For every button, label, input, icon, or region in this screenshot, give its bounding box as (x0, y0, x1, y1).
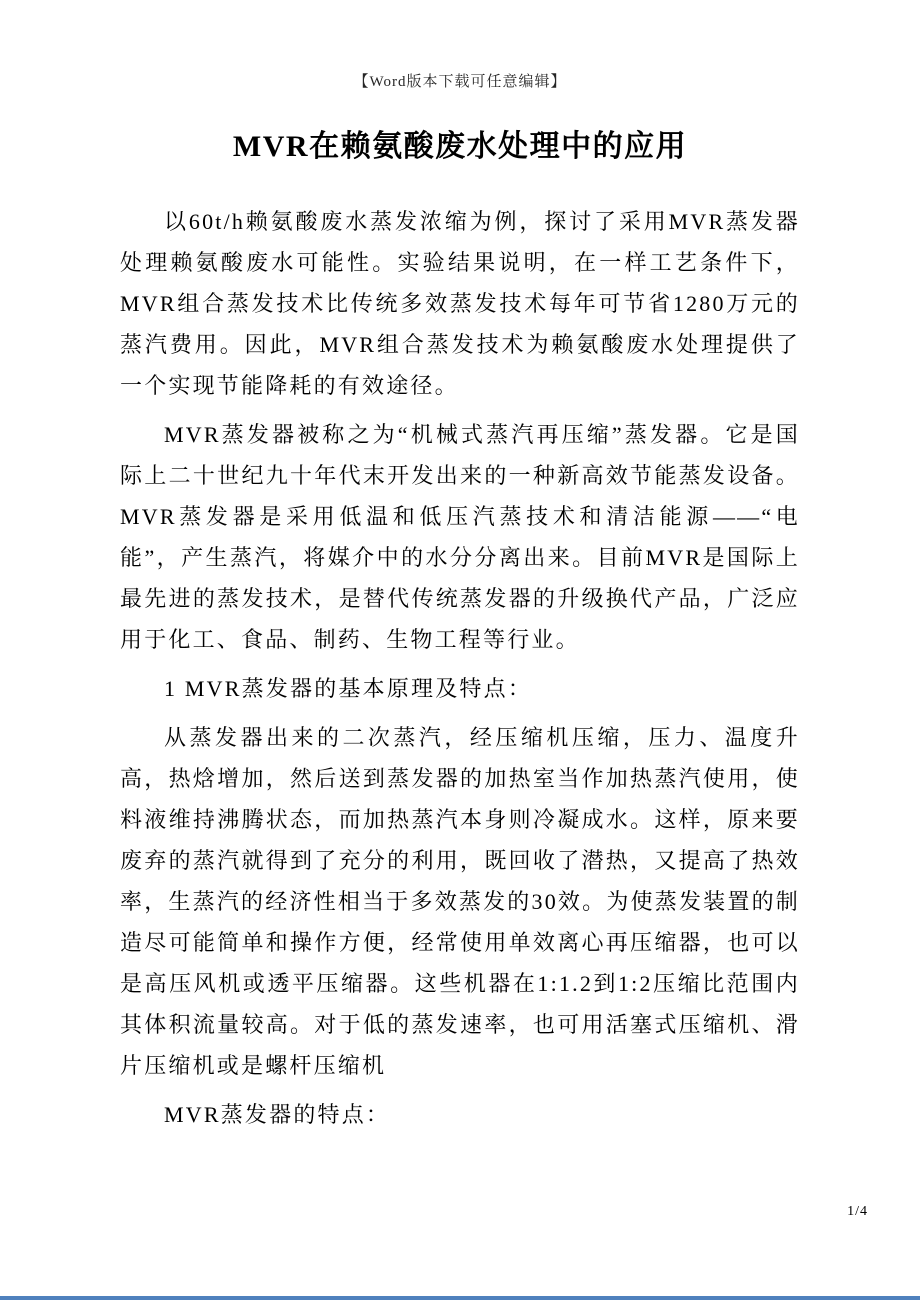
paragraph-principle: 从蒸发器出来的二次蒸汽，经压缩机压缩，压力、温度升高，热焓增加，然后送到蒸发器的加热室当作加热蒸汽使用，使料液维持沸腾状态，而加热蒸汽本身则冷凝成水。这样，原来要废弃的蒸汽就得到了充分的利用，既回收了潜热，又提高了热效率，生蒸汽的经济性相当于多效蒸发的30效。为使蒸发装置的制造尽可能简单和操作方便，经常使用单效离心再压缩器，也可以是高压风机或透平压缩器。这些机器在1:1.2到1:2压缩比范围内其体积流量较高。对于低的蒸发速率，也可用活塞式压缩机、滑片压缩机或是螺杆压缩机 (120, 725, 800, 1078)
document-title: MVR在赖氨酸废水处理中的应用 (232, 130, 688, 163)
page-number: 1/4 (847, 1204, 868, 1219)
paragraph-abstract: 以60t/h赖氨酸废水蒸发浓缩为例，探讨了采用MVR蒸发器处理赖氨酸废水可能性。实验结果说明，在一样工艺条件下，MVR组合蒸发技术比传统多效蒸发技术每年可节省1280万元的蒸汽费用。因此，MVR组合蒸发技术为赖氨酸废水处理提供了一个实现节能降耗的有效途径。 (120, 209, 800, 398)
paragraph-intro: MVR蒸发器被称之为“机械式蒸汽再压缩”蒸发器。它是国际上二十世纪九十年代末开发出来的一种新高效节能蒸发设备。MVR蒸发器是采用低温和低压汽蒸技术和清洁能源——“电能”，产生蒸汽，将媒介中的水分分离出来。目前MVR是国际上最先进的蒸发技术，是替代传统蒸发器的升级换代产品，广泛应用于化工、食品、制药、生物工程等行业。 (120, 422, 800, 652)
section-heading-principle: 1 MVR蒸发器的基本原理及特点： (164, 676, 533, 701)
section-heading-features: MVR蒸发器的特点： (164, 1102, 391, 1127)
footer-rule (0, 1296, 920, 1300)
header-note: 【Word版本下载可任意编辑】 (353, 74, 567, 90)
